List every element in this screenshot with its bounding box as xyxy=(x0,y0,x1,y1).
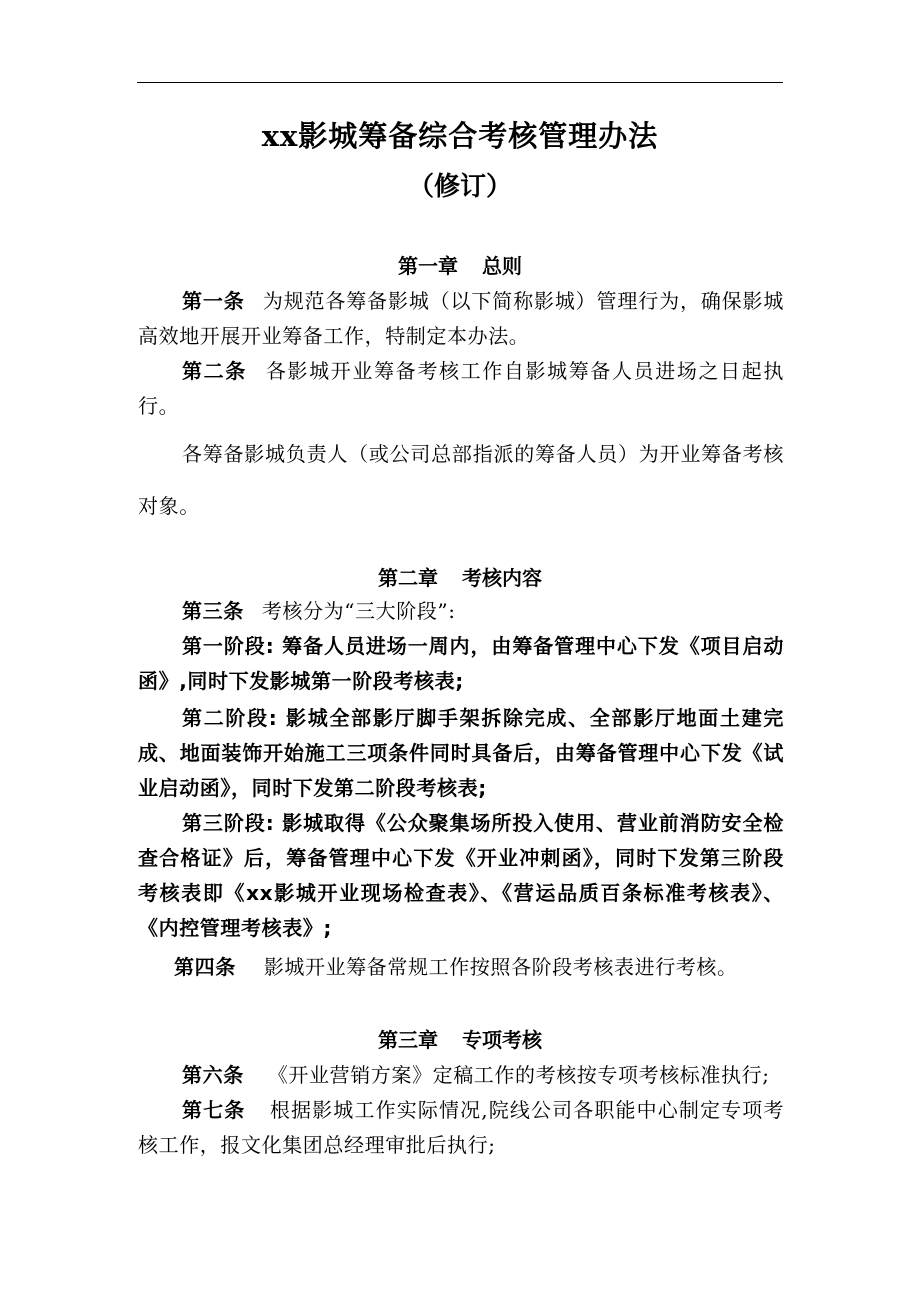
article-label: 第二条 xyxy=(182,359,247,383)
header-rule xyxy=(137,82,783,83)
chapter-number: 第二章 xyxy=(378,566,438,590)
article-text: 《开业营销方案》定稿工作的考核按专项考核标准执行; xyxy=(267,1063,770,1087)
chapter-2-heading xyxy=(0,562,920,591)
article-label: 第四条 xyxy=(174,955,236,979)
article-4 xyxy=(138,950,784,985)
article-2 xyxy=(138,354,784,424)
document-title: xx影城筹备综合考核管理办法 xyxy=(261,119,659,153)
chapter-name: 专项考核 xyxy=(462,1028,542,1052)
article-label: 第一条 xyxy=(182,289,245,313)
paragraph-assessment-target: 各筹备影城负责人（或公司总部指派的筹备人员）为开业筹备考核对象。 xyxy=(138,442,784,518)
stage-2: 第二阶段: 影城全部影厅脚手架拆除完成、全部影厅地面土建完成、地面装饰开始施工三项条件同时具备后，由筹备管理中心下发《试业启动函》，同时下发第二阶段考核表; xyxy=(138,706,784,800)
chapter-name: 总则 xyxy=(482,254,522,278)
article-text: 影城开业筹备常规工作按照各阶段考核表进行考核。 xyxy=(263,955,738,979)
chapter-name: 考核内容 xyxy=(462,566,542,590)
article-3 xyxy=(138,594,784,629)
article-text: 根据影城工作实际情况,院线公司各职能中心制定专项考核工作，报文化集团总经理审批后执行; xyxy=(138,1098,784,1157)
article-6 xyxy=(138,1058,784,1093)
stage-1: 第一阶段: 筹备人员进场一周内，由筹备管理中心下发《项目启动函》,同时下发影城第一阶段考核表; xyxy=(138,634,784,693)
article-text: 各影城开业筹备考核工作自影城筹备人员进场之日起执行。 xyxy=(138,359,784,418)
article-label: 第三条 xyxy=(182,599,244,623)
stage-3: 第三阶段: 影城取得《公众聚集场所投入使用、营业前消防安全检查合格证》后，筹备管理中心下发《开业冲刺函》，同时下发第三阶段考核表即《xx影城开业现场检查表》、《营运品质百条标准考核表》、《内控管理考核表》; xyxy=(138,811,784,940)
chapter-number: 第一章 xyxy=(398,254,458,278)
article-text: 考核分为“三大阶段”: xyxy=(261,599,456,623)
article-label: 第六条 xyxy=(182,1063,244,1087)
chapter-number: 第三章 xyxy=(378,1028,438,1052)
article-text: 为规范各筹备影城（以下简称影城）管理行为，确保影城高效地开展开业筹备工作，特制定本办法。 xyxy=(138,289,784,348)
document-subtitle: （修订） xyxy=(407,172,512,202)
chapter-1-heading xyxy=(0,250,920,279)
chapter-3-heading xyxy=(0,1024,920,1053)
article-1 xyxy=(138,284,784,354)
article-label: 第七条 xyxy=(182,1098,246,1122)
article-7 xyxy=(138,1093,784,1163)
